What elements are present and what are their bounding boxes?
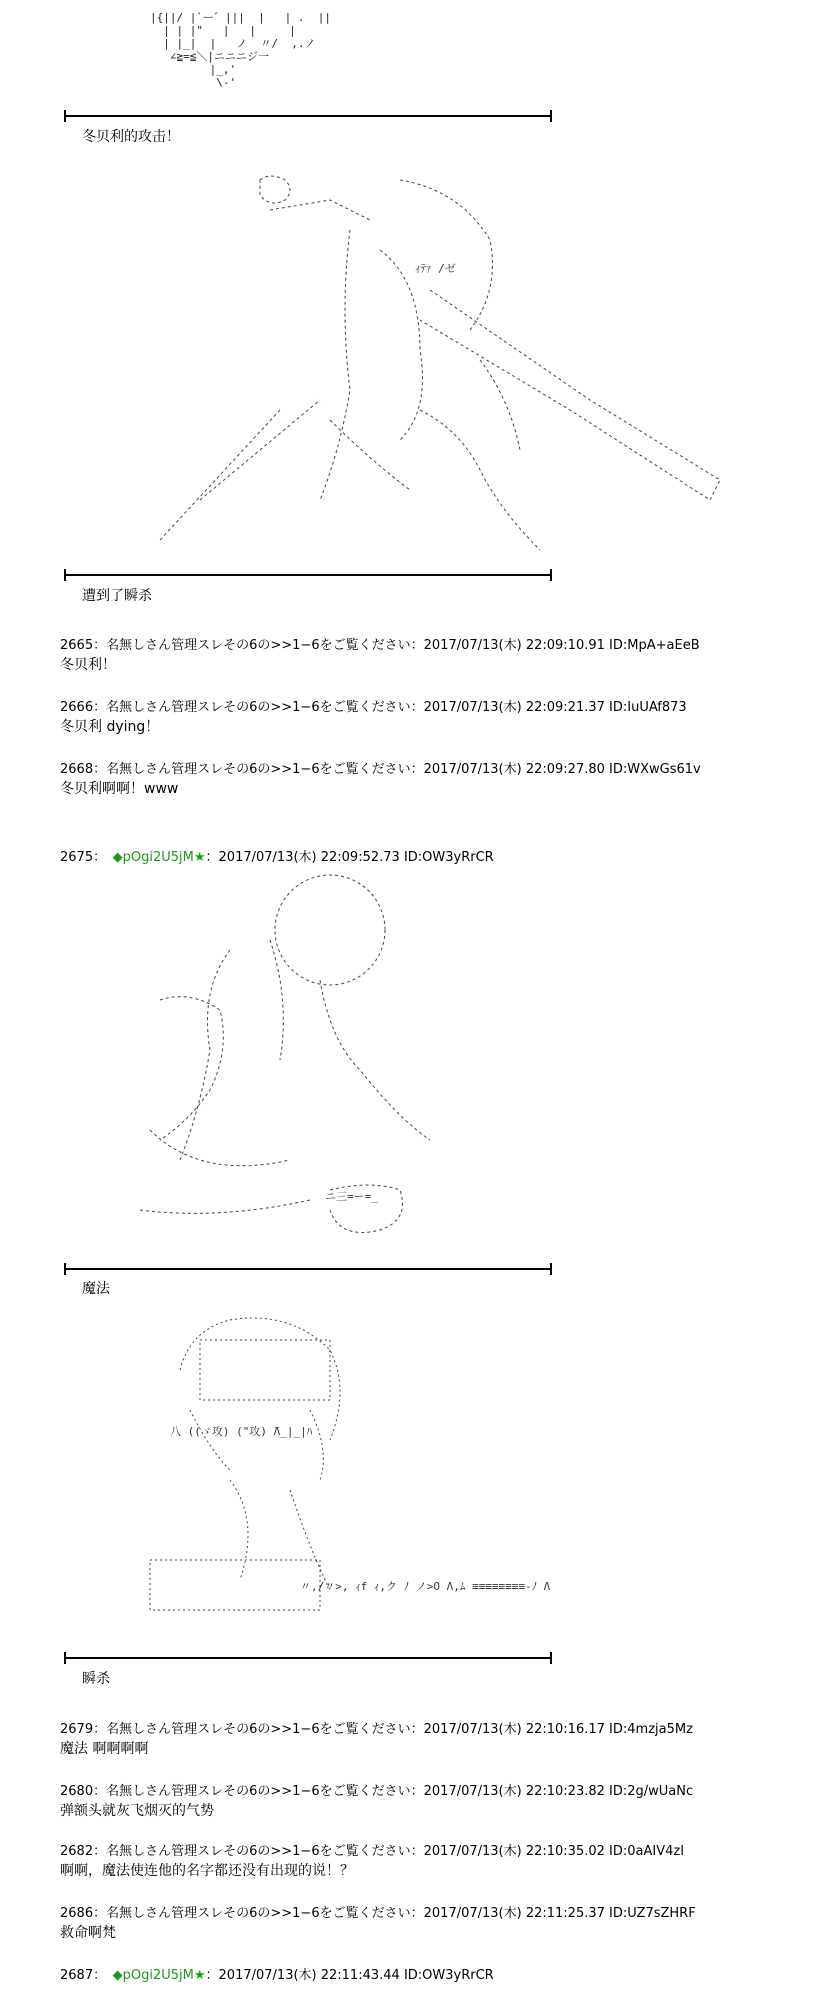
divider [64,1268,552,1270]
poster-name: 名無しさん管理スレその6の>>1−6をご覧ください [106,1906,411,1921]
post-body: 救命啊梵 [60,1925,116,1941]
post-body: 啊啊，魔法使连他的名字都还没有出现的说！？ [60,1863,354,1879]
post-header: 2665：名無しさん管理スレその6の>>1−6をご覧ください：2017/07/13(木) 22:09:10.91 ID:MpA+aEeB [60,638,700,653]
ascii-art-mage [140,1310,551,1650]
tripcode: ◆pOgi2U5jM [112,1968,194,1983]
post-date: 2017/07/13(木) 22:11:43.44 [218,1968,400,1983]
poster-id: ID:0aAIV4zI [609,1844,685,1859]
star-icon: ★ [193,850,206,865]
tripcode: ◆pOgi2U5jM [112,850,194,865]
aa-text: 八 ((ゞ攻) ("攻) ̄Λ_|_|ﾊ [170,1425,313,1438]
post-date: 2017/07/13(木) 22:11:25.37 [423,1906,605,1921]
aa-text: ニ三=ー=_ [325,1190,378,1203]
post-date: 2017/07/13(木) 22:09:52.73 [218,850,400,865]
poster-id: ID:IuUAf873 [609,700,687,715]
poster-id: ID:WXwGs61v [609,762,701,777]
caption: 遭到了瞬杀 [82,588,152,604]
post-body: 冬贝利 dying！ [60,719,160,735]
divider [64,574,552,576]
post-date: 2017/07/13(木) 22:09:21.37 [423,700,605,715]
post-number[interactable]: 2668 [60,762,94,777]
post-date: 2017/07/13(木) 22:10:16.17 [423,1722,605,1737]
post-header: 2686：名無しさん管理スレその6の>>1−6をご覧ください：2017/07/13(木) 22:11:25.37 ID:UZ7sZHRF [60,1906,696,1921]
post-body: 魔法 啊啊啊啊 [60,1741,149,1757]
caption: 瞬杀 [82,1671,110,1687]
poster-name: 名無しさん管理スレその6の>>1−6をご覧ください [106,1784,411,1799]
ascii-art-boss-attack [100,170,720,570]
post-number[interactable]: 2666 [60,700,94,715]
poster-id: ID:MpA+aEeB [609,638,700,653]
caption: 冬贝利的攻击！ [82,129,180,145]
divider [64,115,552,117]
post-date: 2017/07/13(木) 22:09:27.80 [423,762,605,777]
post-header: 2680：名無しさん管理スレその6の>>1−6をご覧ください：2017/07/13(木) 22:10:23.82 ID:2g/wUaNc [60,1784,694,1799]
post-number[interactable]: 2675 [60,850,94,865]
post-body: 弹额头就灰飞烟灭的气势 [60,1803,214,1819]
caption: 魔法 [82,1281,110,1297]
post-number[interactable]: 2686 [60,1906,94,1921]
ascii-art-top: |{||/ |`ー゛||| | | . || | | |" | | | | |_| | ノ 〃/ ,.ノ ∠≧=≦＼|ニニニジ一 |_,' \-' [150,11,331,89]
post-number[interactable]: 2687 [60,1968,94,1983]
post-header-op: 2675： ◆pOgi2U5jM★：2017/07/13(木) 22:09:52.73 ID:OW3yRrCR [60,850,494,865]
post-header-op: 2687： ◆pOgi2U5jM★：2017/07/13(木) 22:11:43.44 ID:OW3yRrCR [60,1968,494,1983]
poster-id: ID:OW3yRrCR [403,850,494,865]
poster-name: 名無しさん管理スレその6の>>1−6をご覧ください [106,762,411,777]
poster-name: 名無しさん管理スレその6の>>1−6をご覧ください [106,638,411,653]
post-header: 2666：名無しさん管理スレその6の>>1−6をご覧ください：2017/07/13(木) 22:09:21.37 ID:IuUAf873 [60,700,687,715]
poster-id: ID:4mzja5Mz [609,1722,693,1737]
poster-name: 名無しさん管理スレその6の>>1−6をご覧ください [106,1722,411,1737]
post-header: 2668：名無しさん管理スレその6の>>1−6をご覧ください：2017/07/13(木) 22:09:27.80 ID:WXwGs61v [60,762,701,777]
post-body: 冬贝利！ [60,657,116,673]
post-number[interactable]: 2682 [60,1844,94,1859]
ascii-art-magic [120,870,440,1270]
star-icon: ★ [193,1968,206,1983]
poster-name: 名無しさん管理スレその6の>>1−6をご覧ください [106,1844,411,1859]
poster-id: ID:2g/wUaNc [609,1784,694,1799]
poster-name: 名無しさん管理スレその6の>>1−6をご覧ください [106,700,411,715]
post-body: 冬贝利啊啊！www [60,781,179,797]
post-number[interactable]: 2679 [60,1722,94,1737]
post-header: 2682：名無しさん管理スレその6の>>1−6をご覧ください：2017/07/13(木) 22:10:35.02 ID:0aAIV4zI [60,1844,685,1859]
aa-text: 〃,/〃>, ｨf ｨ,ク ﾉ ノ>Ο Λ,ﾑ ≡≡≡≡≡≡≡≡-ﾉ Λ [300,1580,551,1593]
divider [64,1657,552,1659]
post-number[interactable]: 2665 [60,638,94,653]
poster-id: ID:UZ7sZHRF [609,1906,696,1921]
post-date: 2017/07/13(木) 22:10:35.02 [423,1844,605,1859]
post-date: 2017/07/13(木) 22:09:10.91 [423,638,605,653]
post-date: 2017/07/13(木) 22:10:23.82 [423,1784,605,1799]
post-number[interactable]: 2680 [60,1784,94,1799]
aa-text: ｨﾃｧ /ゼ [415,262,456,275]
poster-id: ID:OW3yRrCR [403,1968,494,1983]
post-header: 2679：名無しさん管理スレその6の>>1−6をご覧ください：2017/07/13(木) 22:10:16.17 ID:4mzja5Mz [60,1722,693,1737]
